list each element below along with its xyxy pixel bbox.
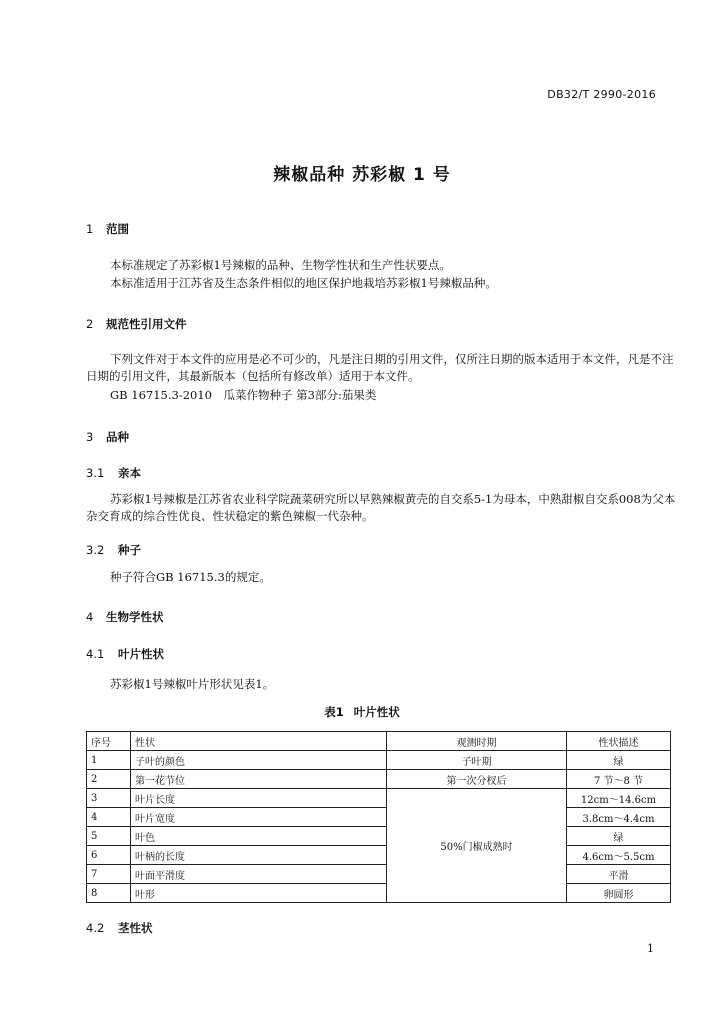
section-1-heading xyxy=(86,221,129,237)
table-row xyxy=(87,770,671,789)
trait-name: 第一花节位 xyxy=(131,770,387,789)
trait-name: 叶片宽度 xyxy=(131,808,387,827)
table-row xyxy=(87,884,671,903)
section-number: 4.1 xyxy=(86,647,105,661)
section-number: 4 xyxy=(86,610,94,624)
section-number: 3.2 xyxy=(86,543,105,557)
section-1-paragraph-2: 本标准适用于江苏省及生态条件相似的地区保护地栽培苏彩椒1号辣椒品种。 xyxy=(110,276,497,290)
table-header-cell: 性状 xyxy=(131,732,387,751)
table-row xyxy=(87,827,671,846)
observation-period: 子叶期 xyxy=(387,751,567,770)
table-header-row xyxy=(87,732,671,751)
section-title: 茎性状 xyxy=(118,921,153,935)
trait-name: 叶片长度 xyxy=(131,789,387,808)
trait-description: 12cm～14.6cm xyxy=(567,789,671,808)
table-caption-title: 叶片性状 xyxy=(353,705,400,719)
section-number: 1 xyxy=(86,222,94,236)
row-number: 6 xyxy=(87,846,131,865)
section-title: 叶片性状 xyxy=(118,647,164,661)
row-number: 3 xyxy=(87,789,131,808)
trait-description: 7 节～8 节 xyxy=(567,770,671,789)
document-id: DB32/T 2990-2016 xyxy=(547,88,656,101)
section-4-2-heading xyxy=(86,920,153,936)
observation-period: 第一次分杈后 xyxy=(387,770,567,789)
section-number: 3 xyxy=(86,430,94,444)
table-row xyxy=(87,808,671,827)
trait-description: 绿 xyxy=(567,751,671,770)
trait-description: 3.8cm～4.4cm xyxy=(567,808,671,827)
leaf-traits-table xyxy=(86,731,671,903)
table-caption-number: 表1 xyxy=(324,705,344,719)
section-title: 亲本 xyxy=(118,466,141,480)
section-4-1-paragraph: 苏彩椒1号辣椒叶片形状见表1。 xyxy=(110,677,275,691)
table-row xyxy=(87,846,671,865)
section-3-1-heading xyxy=(86,465,141,481)
section-4-1-heading xyxy=(86,646,164,662)
section-3-2-paragraph: 种子符合GB 16715.3的规定。 xyxy=(110,570,271,584)
page-number: 1 xyxy=(647,942,654,955)
trait-name: 叶柄的长度 xyxy=(131,846,387,865)
trait-description: 平滑 xyxy=(567,865,671,884)
table-header-cell: 性状描述 xyxy=(567,732,671,751)
table-header-cell: 观测时期 xyxy=(387,732,567,751)
row-number: 4 xyxy=(87,808,131,827)
section-3-heading xyxy=(86,429,129,445)
section-title: 范围 xyxy=(106,222,129,236)
trait-name: 叶面平滑度 xyxy=(131,865,387,884)
section-title: 规范性引用文件 xyxy=(106,317,187,331)
section-3-1-paragraph: 苏彩椒1号辣椒是江苏省农业科学院蔬菜研究所以早熟辣椒黄壳的自交系5-1为母本，中熟甜椒自交系008为父本杂交育成的综合性优良、性状稳定的紫色辣椒一代杂种。 xyxy=(86,492,676,523)
trait-description: 绿 xyxy=(567,827,671,846)
row-number: 5 xyxy=(87,827,131,846)
trait-description: 卵圆形 xyxy=(567,884,671,903)
table-row xyxy=(87,751,671,770)
row-number: 8 xyxy=(87,884,131,903)
row-number: 1 xyxy=(87,751,131,770)
section-2-paragraph: 下列文件对于本文件的应用是必不可少的，凡是注日期的引用文件，仅所注日期的版本适用于本文件，凡是不注日期的引用文件，其最新版本（包括所有修改单）适用于本文件。 xyxy=(86,352,674,383)
section-4-heading xyxy=(86,609,164,625)
observation-period-merged: 50%门椒成熟时 xyxy=(387,789,567,903)
section-3-2-heading xyxy=(86,542,141,558)
section-number: 2 xyxy=(86,317,94,331)
section-1-paragraph-1: 本标准规定了苏彩椒1号辣椒的品种、生物学性状和生产性状要点。 xyxy=(110,258,451,272)
trait-name: 子叶的颜色 xyxy=(131,751,387,770)
row-number: 2 xyxy=(87,770,131,789)
table-row xyxy=(87,789,671,808)
trait-description: 4.6cm～5.5cm xyxy=(567,846,671,865)
section-number: 3.1 xyxy=(86,466,105,480)
trait-name: 叶形 xyxy=(131,884,387,903)
section-number: 4.2 xyxy=(86,921,105,935)
document-title: 辣椒品种 苏彩椒 1 号 xyxy=(273,165,451,185)
normative-reference: GB 16715.3-2010 瓜菜作物种子 第3部分:茄果类 xyxy=(110,388,377,402)
table-caption xyxy=(0,704,724,720)
row-number: 7 xyxy=(87,865,131,884)
section-2-heading xyxy=(86,316,187,332)
table-row xyxy=(87,865,671,884)
section-title: 种子 xyxy=(118,543,141,557)
section-title: 品种 xyxy=(106,430,129,444)
section-title: 生物学性状 xyxy=(106,610,164,624)
table-header-cell: 序号 xyxy=(87,732,131,751)
trait-name: 叶色 xyxy=(131,827,387,846)
